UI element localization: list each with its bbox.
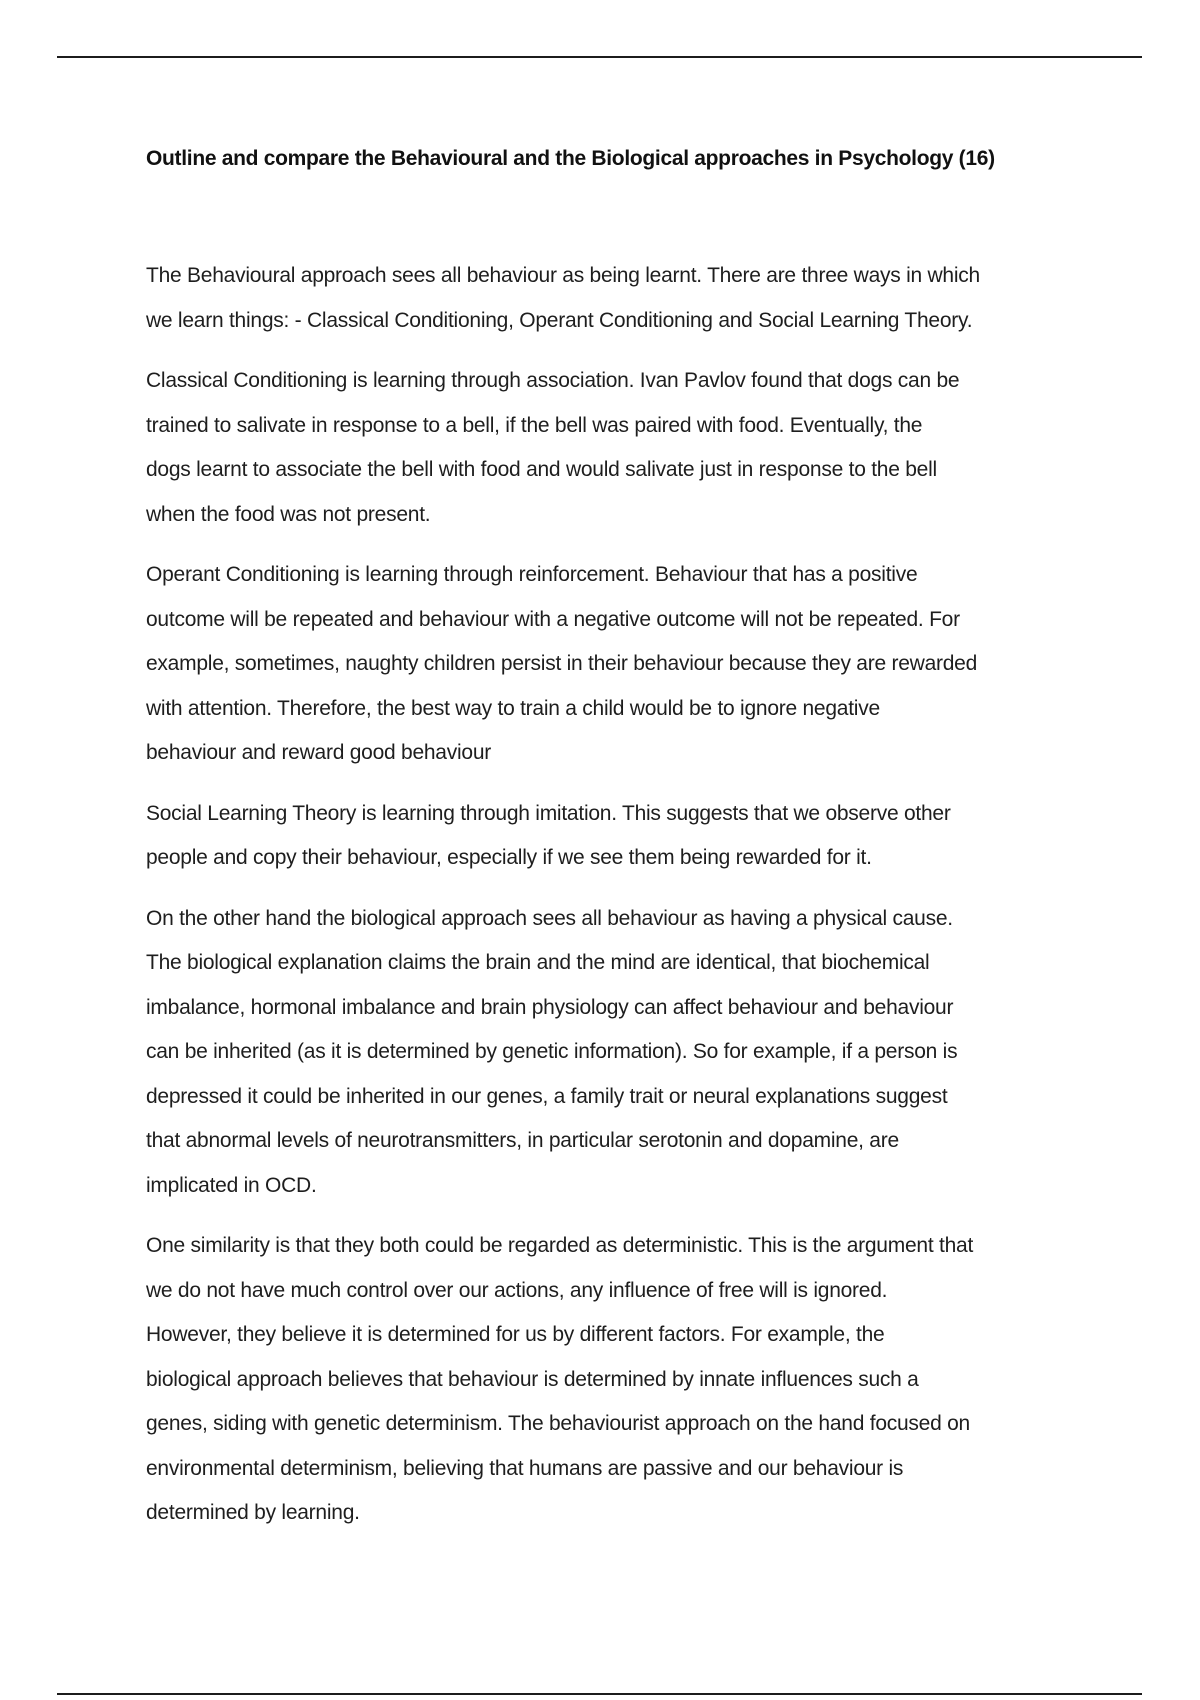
text-line: biological approach believes that behaviour is determined by innate influences such a xyxy=(146,1367,919,1391)
text-line: behaviour and reward good behaviour xyxy=(146,741,491,764)
text-line: can be inherited (as it is determined by genetic information). So for example, if a person is xyxy=(146,1040,958,1063)
paragraph-similarity-determinism xyxy=(146,1224,1066,1536)
text-line: we do not have much control over our actions, any influence of free will is ignored. xyxy=(146,1278,888,1302)
top-divider xyxy=(57,56,1142,58)
text-line: depressed it could be inherited in our genes, a family trait or neural explanations suggest xyxy=(146,1084,948,1108)
text-line: outcome will be repeated and behaviour with a negative outcome will not be repeated. For xyxy=(146,607,960,631)
text-line: Social Learning Theory is learning through imitation. This suggests that we observe other xyxy=(146,801,951,825)
text-line: that abnormal levels of neurotransmitters, in particular serotonin and dopamine, are xyxy=(146,1129,899,1152)
text-line: example, sometimes, naughty children persist in their behaviour because they are rewarded xyxy=(146,652,978,675)
text-line: trained to salivate in response to a bell, if the bell was paired with food. Eventually, the xyxy=(146,413,923,437)
text-line: One similarity is that they both could be regarded as deterministic. This is the argument that xyxy=(146,1234,974,1257)
paragraph-classical-conditioning xyxy=(146,359,1066,537)
paragraph-social-learning xyxy=(146,792,1066,881)
text-line: dogs learnt to associate the bell with food and would salivate just in response to the bell xyxy=(146,458,937,481)
text-line: implicated in OCD. xyxy=(146,1173,317,1197)
text-line: genes, siding with genetic determinism. The behaviourist approach on the hand focused on xyxy=(146,1412,970,1435)
text-line: we learn things: - Classical Conditioning, Operant Conditioning and Social Learning Theory. xyxy=(146,308,973,332)
document-body xyxy=(146,142,1066,1552)
text-line: On the other hand the biological approach sees all behaviour as having a physical cause. xyxy=(146,906,953,930)
text-line: The biological explanation claims the brain and the mind are identical, that biochemical xyxy=(146,951,930,974)
text-line: environmental determinism, believing that humans are passive and our behaviour is xyxy=(146,1456,904,1480)
text-line: with attention. Therefore, the best way to train a child would be to ignore negative xyxy=(146,696,880,720)
text-line: The Behavioural approach sees all behaviour as being learnt. There are three ways in which xyxy=(146,264,980,287)
paragraph-biological-approach xyxy=(146,897,1066,1209)
text-line: when the food was not present. xyxy=(146,502,431,526)
text-line: people and copy their behaviour, especially if we see them being rewarded for it. xyxy=(146,846,872,869)
bottom-divider xyxy=(57,1693,1142,1695)
text-line: Classical Conditioning is learning through association. Ivan Pavlov found that dogs can be xyxy=(146,369,960,392)
document-title: Outline and compare the Behavioural and the Biological approaches in Psychology (16) xyxy=(146,147,995,170)
text-line: However, they believe it is determined for us by different factors. For example, the xyxy=(146,1323,885,1346)
text-line: Operant Conditioning is learning through reinforcement. Behaviour that has a positive xyxy=(146,563,918,586)
text-line: imbalance, hormonal imbalance and brain physiology can affect behaviour and behaviour xyxy=(146,995,954,1019)
paragraph-behavioural-intro xyxy=(146,254,1066,343)
text-line: determined by learning. xyxy=(146,1501,360,1524)
essay-text xyxy=(146,254,1066,1536)
paragraph-operant-conditioning xyxy=(146,553,1066,776)
